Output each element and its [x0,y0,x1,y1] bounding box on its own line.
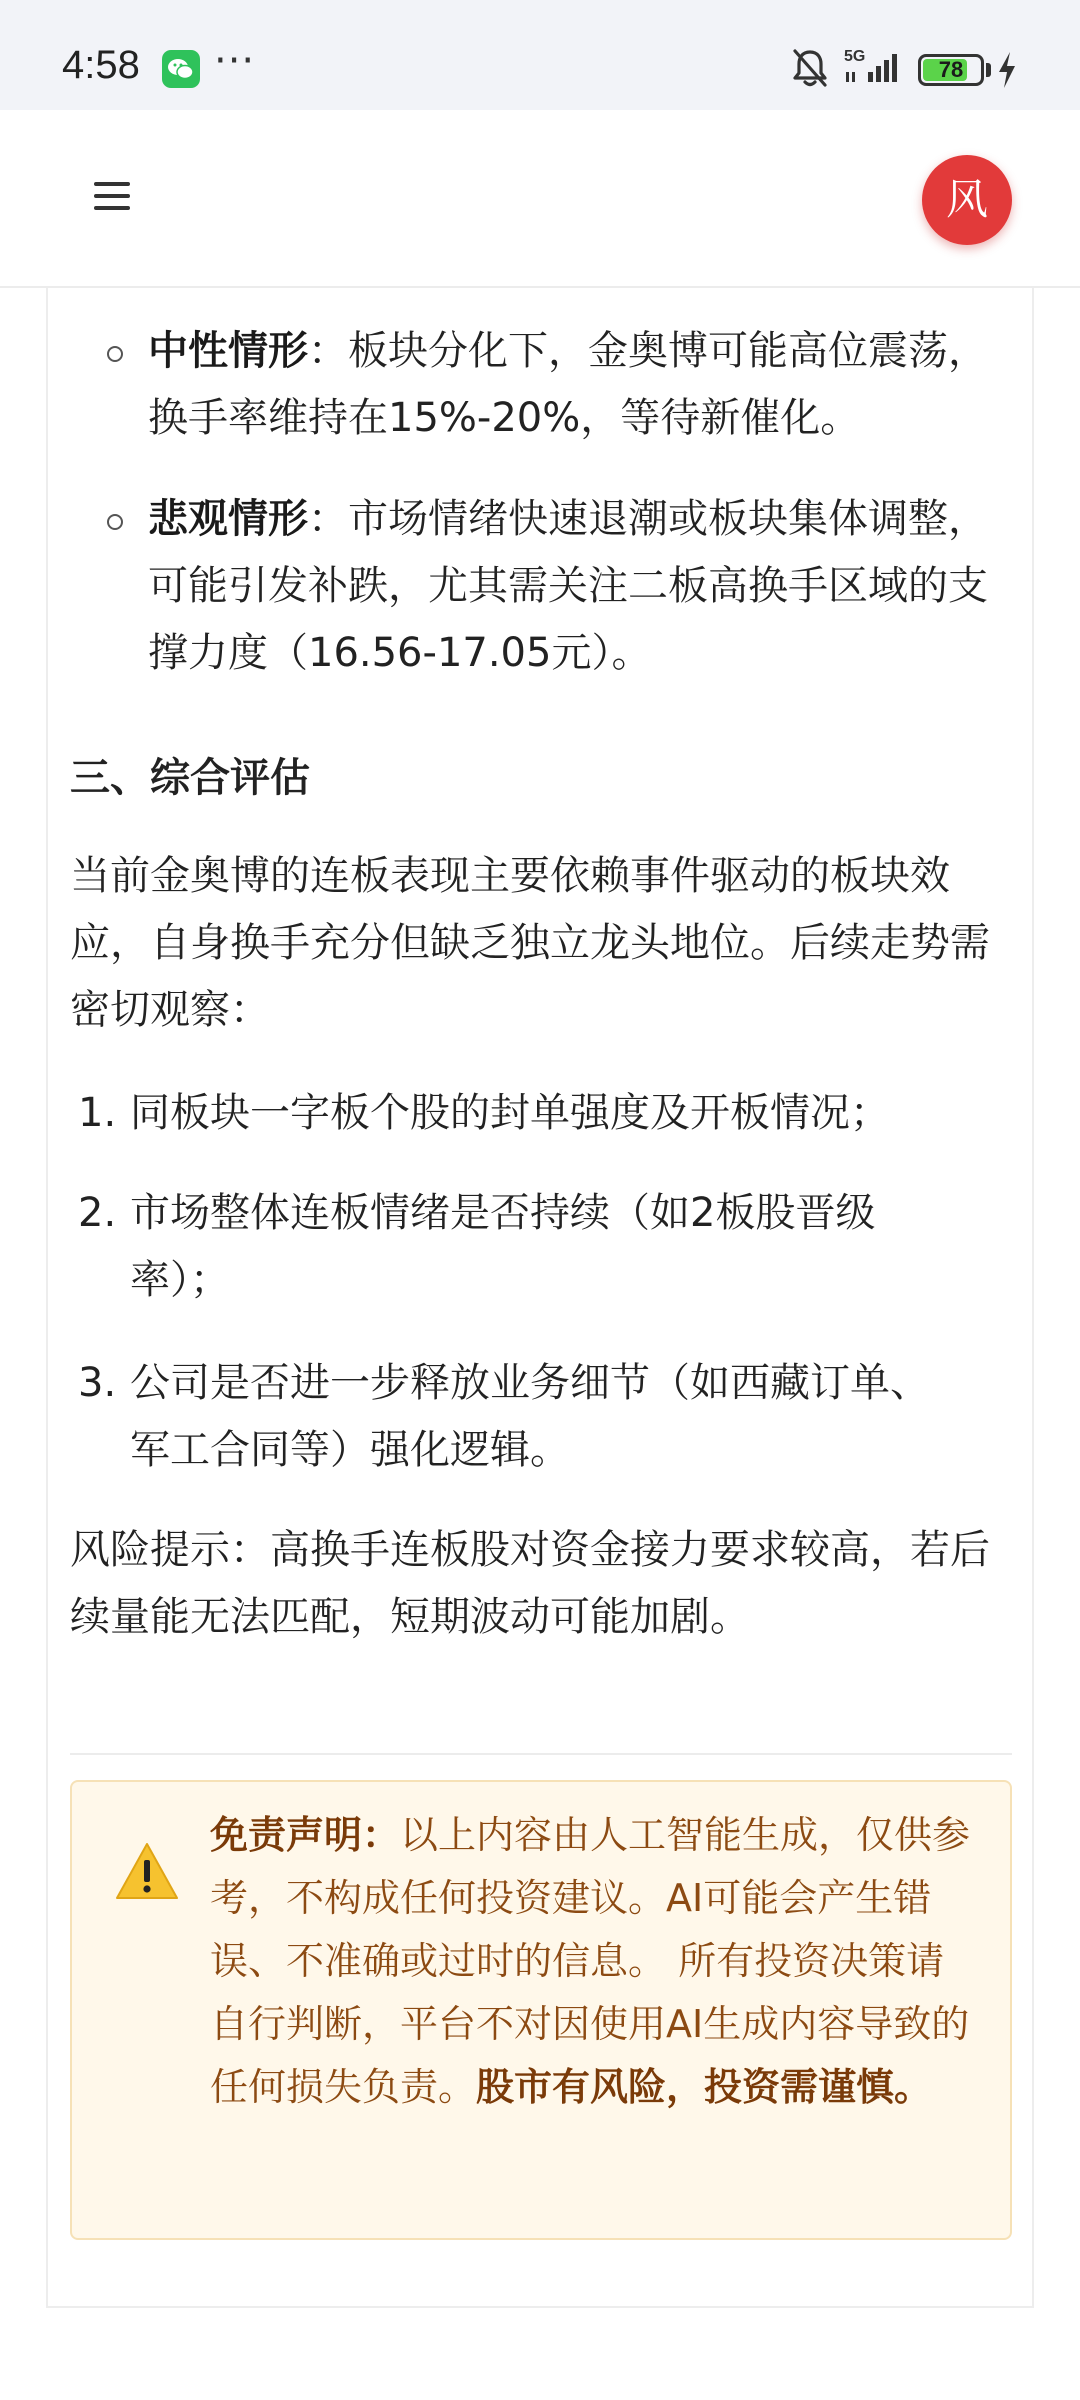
intro-paragraph: 当前金奥博的连板表现主要依赖事件驱动的板块效应，自身换手充分但缺乏独立龙头地位。后续走势需密切观察： [70,853,990,1033]
disclaimer-box [70,1780,1012,2240]
scenario-text: ：板块分化下，金奥博可能高位震荡，换手率维持在15%-20%，等待新催化。 [148,328,988,441]
battery-icon [918,54,984,86]
app-header [0,110,1080,288]
scenario-title: 中性情形 [148,328,308,374]
risk-paragraph: 风险提示：高换手连板股对资金接力要求较高，若后续量能无法匹配，短期波动可能加剧。 [70,1527,990,1640]
hamburger-menu-icon[interactable] [80,164,144,228]
bullet-circle-icon [107,346,123,362]
wechat-icon [162,50,200,88]
battery-tip [986,63,991,77]
section-heading: 三、综合评估 [70,755,310,801]
bullet-circle-icon [107,514,123,530]
disclaimer-text [210,1804,980,2119]
battery-percent: 78 [938,57,964,82]
list-item [78,1080,960,1147]
avatar[interactable]: 风 [922,155,1012,245]
scenario-title: 悲观情形 [148,496,308,542]
list-number: 1. [78,1090,117,1136]
scenario-text: ：市场情绪快速退潮或板块集体调整，可能引发补跌，尤其需关注二板高换手区域的支撑力度（16.56-17.05元）。 [148,496,988,676]
list-item [78,1350,960,1484]
list-item-text: 公司是否进一步释放业务细节（如西藏订单、军工合同等）强化逻辑。 [130,1360,930,1473]
charging-icon [996,50,1018,90]
status-time: 4:58 [62,43,140,87]
list-item [78,1180,960,1314]
scenario-item-neutral [148,318,1008,452]
disclaimer-label: 免责声明： [210,1813,401,1857]
list-number: 3. [78,1360,117,1406]
disclaimer-body: 以上内容由人工智能生成，仅供参考，不构成任何投资建议。AI可能会产生错误、不准确或过时的信息。 所有投资决策请自行判断，平台不对因使用AI生成内容导致的任何损失负责。 [210,1813,971,2109]
list-item-text: 同板块一字板个股的封单强度及开板情况； [130,1090,890,1136]
status-bar [0,0,1080,110]
warning-icon [114,1840,180,1902]
scenario-item-bearish [148,486,1008,687]
mute-icon [790,46,830,90]
signal-icon [840,46,906,86]
divider [70,1753,1012,1755]
disclaimer-emphasis: 股市有风险，投资需谨慎。 [476,2065,933,2109]
more-notifications-icon: ··· [214,38,256,84]
list-number: 2. [78,1190,117,1236]
network-type-label: 5G [844,48,866,65]
list-item-text: 市场整体连板情绪是否持续（如2板股晋级率）； [130,1190,876,1303]
